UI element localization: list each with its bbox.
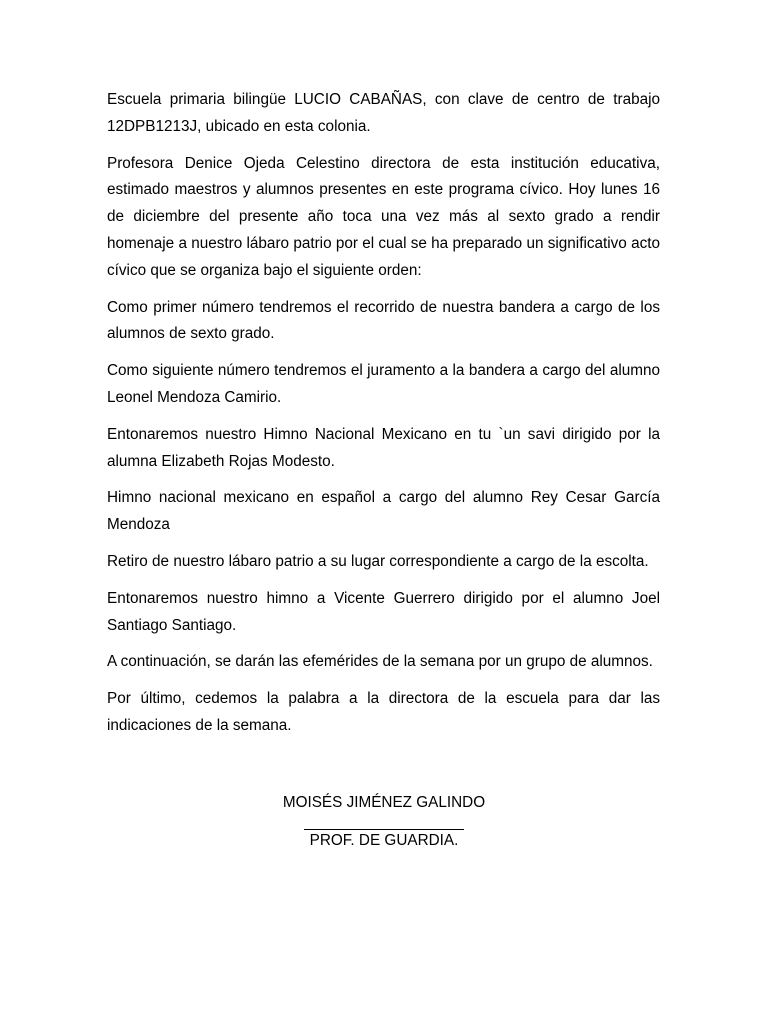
paragraph-flag-tour: Como primer número tendremos el recorrido de nuestra bandera a cargo de los alumnos de sexto grado. xyxy=(107,298,660,343)
paragraph-school-intro: Escuela primaria bilingüe LUCIO CABAÑAS, con clave de centro de trabajo 12DPB1213J, ubicado en esta colonia. xyxy=(107,91,660,135)
signature-name: MOISÉS JIMÉNEZ GALINDO xyxy=(282,794,486,811)
paragraph-anthem-spanish: Himno nacional mexicano en español a cargo del alumno Rey Cesar García Mendoza xyxy=(107,489,660,534)
paragraph-closing: Por último, cedemos la palabra a la directora de la escuela para dar las indicaciones de la semana. xyxy=(107,690,660,734)
paragraph-guerrero-anthem: Entonaremos nuestro himno a Vicente Guerrero dirigido por el alumno Joel Santiago Santiago. xyxy=(107,589,660,634)
paragraph-flag-retire: Retiro de nuestro lábaro patrio a su lugar correspondiente a cargo de la escolta. xyxy=(107,552,649,570)
paragraph-flag-oath: Como siguiente número tendremos el juramento a la bandera a cargo del alumno Leonel Mendoza Camirio. xyxy=(107,362,660,406)
paragraph-greeting: Profesora Denice Ojeda Celestino directora de esta institución educativa, estimado maestros y alumnos presentes en este programa cívico. Hoy lunes 16 de diciembre del presente año toca una vez más al sexto grado a rendir homenaje a nuestro lábaro patrio por el cual se ha preparado un significativo acto cívico que se organiza bajo el siguiente orden: xyxy=(107,154,660,279)
signature-block xyxy=(0,792,768,852)
paragraph-anthem-mixtec: Entonaremos nuestro Himno Nacional Mexicano en tu `un savi dirigido por la alumna Elizabeth Rojas Modesto. xyxy=(107,425,660,470)
paragraph-ephemerides: A continuación, se darán las efemérides de la semana por un grupo de alumnos. xyxy=(107,653,653,671)
signature-title: PROF. DE GUARDIA. xyxy=(309,832,459,849)
document-body xyxy=(107,87,660,750)
